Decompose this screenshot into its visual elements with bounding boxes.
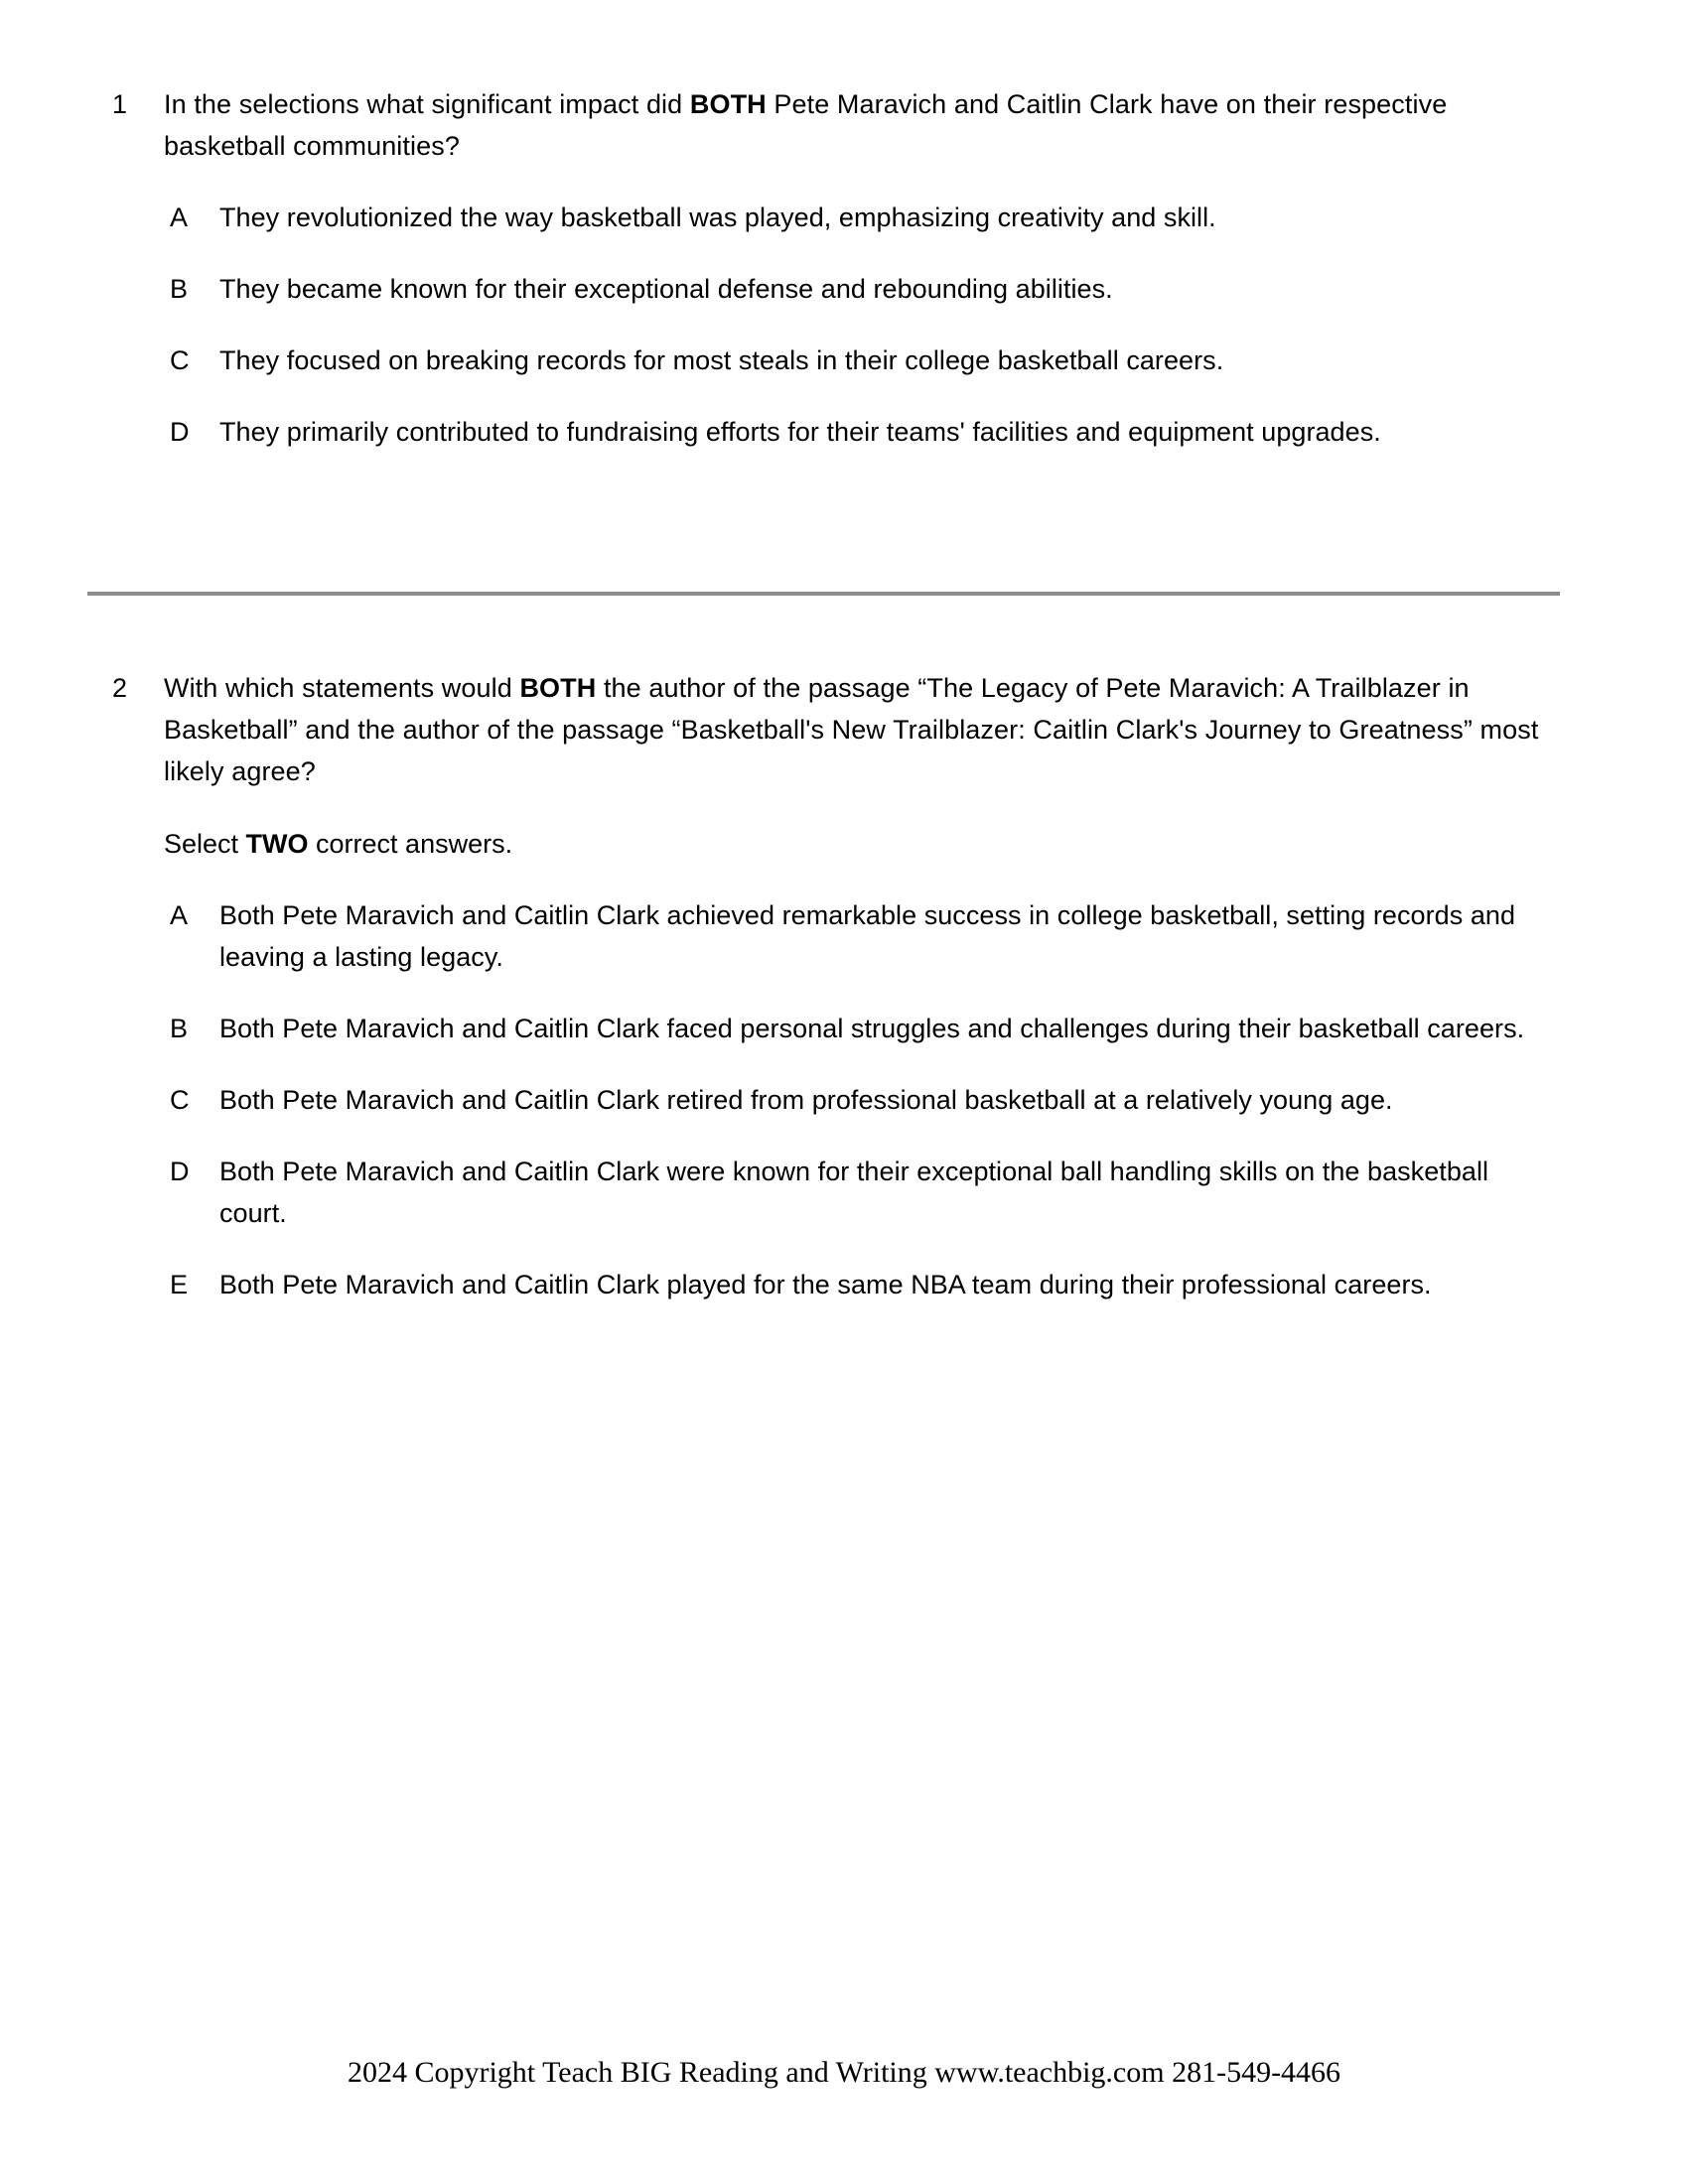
- option-text: They became known for their exceptional defense and rebounding abilities.: [219, 274, 1113, 304]
- option-letter: A: [170, 203, 189, 232]
- question-2-stem-bold: BOTH: [519, 673, 597, 703]
- option-row[interactable]: [112, 894, 1562, 978]
- option-text: Both Pete Maravich and Caitlin Clark were known for their exceptional ball handling skills on the basketball court.: [219, 1157, 1489, 1228]
- select-note-bold: TWO: [245, 829, 309, 859]
- option-row[interactable]: [112, 1264, 1562, 1305]
- question-1-stem-post: Pete Maravich and Caitlin Clark have on their respective basketball communities?: [164, 89, 1448, 161]
- question-2-stem-pre: With which statements would: [164, 673, 520, 703]
- option-text: Both Pete Maravich and Caitlin Clark retired from professional basketball at a relatively young age.: [219, 1085, 1393, 1115]
- page-footer: 2024 Copyright Teach BIG Reading and Writing www.teachbig.com 281-549-4466: [347, 2056, 1341, 2089]
- option-text: Both Pete Maravich and Caitlin Clark faced personal struggles and challenges during their basketball careers.: [219, 1014, 1525, 1043]
- question-1-stem: [164, 83, 1544, 167]
- option-row[interactable]: [112, 1079, 1562, 1121]
- option-letter: D: [170, 1157, 190, 1186]
- option-row[interactable]: [112, 197, 1562, 238]
- option-letter: A: [170, 900, 189, 930]
- option-row[interactable]: [112, 1151, 1562, 1234]
- question-2-options: [112, 894, 1562, 1305]
- question-1-stem-pre: In the selections what significant impact did: [164, 89, 690, 119]
- option-letter: E: [170, 1270, 189, 1299]
- question-1-options: [112, 197, 1562, 453]
- option-row[interactable]: [112, 340, 1562, 381]
- question-2-stem-post: the author of the passage “The Legacy of Pete Maravich: A Trailblazer in Basketball” and the author of the passage “Basketball's New Trailblazer: Caitlin Clark's Journey to Greatness” most likely agree?: [164, 673, 1539, 786]
- select-note-pre: Select: [164, 829, 246, 859]
- question-block-1: [112, 83, 1562, 453]
- select-two-instruction: [164, 823, 1562, 865]
- option-row[interactable]: [112, 1008, 1562, 1049]
- section-divider: [87, 592, 1560, 596]
- option-letter: C: [170, 1085, 190, 1115]
- option-letter: B: [170, 274, 189, 304]
- option-text: They focused on breaking records for most steals in their college basketball careers.: [219, 345, 1224, 375]
- question-1-stem-row: [112, 83, 1562, 167]
- option-text: Both Pete Maravich and Caitlin Clark played for the same NBA team during their professional careers.: [219, 1270, 1432, 1299]
- question-2-stem-row: [112, 667, 1562, 792]
- option-row[interactable]: [112, 411, 1562, 453]
- question-2-stem: [164, 667, 1544, 792]
- select-note-post: correct answers.: [308, 829, 513, 859]
- option-letter: C: [170, 345, 190, 375]
- option-text: They revolutionized the way basketball was played, emphasizing creativity and skill.: [219, 203, 1216, 232]
- question-1-number: 1: [112, 89, 128, 119]
- option-letter: B: [170, 1014, 189, 1043]
- option-text: They primarily contributed to fundraising efforts for their teams' facilities and equipment upgrades.: [219, 417, 1381, 447]
- option-row[interactable]: [112, 268, 1562, 310]
- option-text: Both Pete Maravich and Caitlin Clark achieved remarkable success in college basketball, setting records and leaving a lasting legacy.: [219, 900, 1516, 972]
- question-2-number: 2: [112, 673, 128, 703]
- option-letter: D: [170, 417, 190, 447]
- question-block-2: [112, 667, 1562, 1305]
- question-1-stem-bold: BOTH: [689, 89, 767, 119]
